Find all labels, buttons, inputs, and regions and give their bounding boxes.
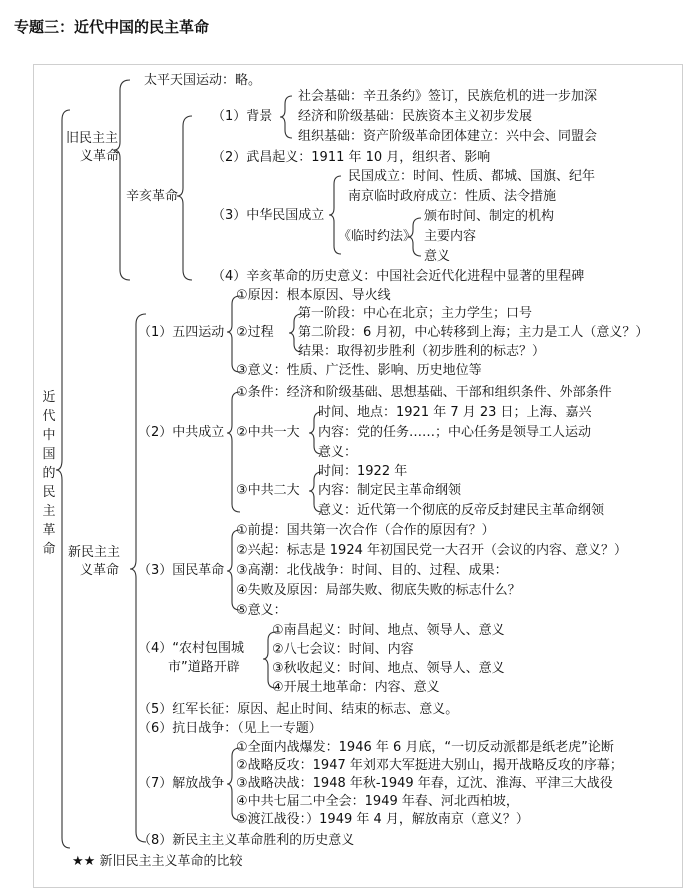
new-revolution-label-1: 新民主主 (68, 545, 121, 560)
decisive-battles: ③战略决战：1948 年秋-1949 年春，辽沈、淮海、平津三大战役 (236, 776, 613, 791)
strategic-counteroffensive: ②战略反攻：1947 年刘邓大军挺进大别山，揭开战略反攻的序幕； (236, 758, 623, 773)
xinhai-node: 辛亥革命 (126, 189, 179, 204)
wuchang-node: （2）武昌起义：1911 年 10 月，组织者、影响 (212, 150, 491, 165)
yuefa-significance: 意义 (424, 249, 451, 264)
aug7-meeting: ②八七会议：时间、内容 (272, 642, 414, 657)
xinhai-significance: （4）辛亥革命的历史意义：中国社会近代化进程中显著的里程碑 (212, 269, 585, 284)
new-revolution-label-2: 义革命 (80, 563, 120, 578)
nat-climax: ③高潮：北伐战争：时间、目的、过程、成果： (236, 563, 508, 578)
taiping-node: 太平天国运动：略。 (144, 73, 262, 88)
second-congress-node: ③中共二大 (236, 483, 300, 498)
second-congress-significance: 意义：近代第一个彻底的反帝反封建民主革命纲领 (318, 503, 605, 518)
second-congress-content: 内容：制定民主革命纲领 (318, 483, 462, 498)
rural-node-line1: （4）“农村包围城 (138, 641, 245, 656)
may4-cause: ①原因：根本原因、导火线 (236, 288, 391, 303)
background-node: （1）背景 (212, 109, 273, 124)
second-plenum: ④中共七届二中全会：1949 年春、河北西柏坡， (236, 794, 519, 809)
root-char: 命 (42, 542, 56, 557)
civil-war-outbreak: ①全面内战爆发：1946 年 6 月底，“一切反动派都是纸老虎”论断 (236, 740, 614, 755)
root-char: 国 (42, 447, 56, 462)
anti-japanese-node: （6）抗日战争：（见上一专题） (138, 721, 322, 736)
yuefa-node: 《临时约法》 (338, 229, 417, 244)
may4-process: ②过程 (236, 325, 274, 340)
root-char: 民 (42, 485, 56, 500)
root-node (41, 388, 57, 559)
new-revolution-significance: （8）新民主主义革命胜利的历史意义 (138, 833, 355, 848)
may4-node: （1）五四运动 (138, 325, 225, 340)
nat-failure: ④失败及原因：局部失败、彻底失败的标志什么？ (236, 583, 521, 598)
bg-organization: 组织基础：资产阶级革命团体建立：兴中会、同盟会 (298, 129, 598, 144)
ccp-node: （2）中共成立 (138, 425, 225, 440)
old-revolution-label-2: 义革命 (80, 149, 120, 164)
first-congress-node: ②中共一大 (236, 425, 300, 440)
roc-founding: 民国成立：时间、性质、都城、国旗、纪年 (348, 169, 596, 184)
first-congress-significance: 意义： (318, 445, 358, 460)
liberation-war-node: （7）解放战争 (138, 776, 225, 791)
yuefa-time: 颁布时间、制定的机构 (424, 209, 555, 224)
bg-social: 社会基础：辛丑条约》签订，民族危机的进一步加深 (298, 89, 598, 104)
national-revolution-node: （3）国民革命 (138, 563, 225, 578)
may4-result: 结果：取得初步胜利（初步胜利的标志？） (298, 344, 546, 359)
may4-stage2: 第二阶段：6 月初，中心转移到上海；主力是工人（意义？） (298, 325, 649, 340)
root-char: 近 (42, 390, 56, 405)
nanjing-gov: 南京临时政府成立：性质、法令措施 (348, 189, 557, 204)
nat-significance: ⑤意义： (236, 603, 287, 618)
root-char: 的 (42, 466, 56, 481)
nat-premise: ①前提：国共第一次合作（合作的原因有？） (236, 523, 495, 538)
yuefa-content: 主要内容 (424, 229, 477, 244)
root-char: 主 (42, 504, 56, 519)
first-congress-time: 时间、地点：1921 年 7 月 23 日；上海、嘉兴 (318, 405, 592, 420)
first-congress-content: 内容：党的任务……；中心任务是领导工人运动 (318, 425, 592, 440)
land-revolution: ④开展土地革命：内容、意义 (272, 680, 440, 695)
second-congress-time: 时间：1922 年 (318, 464, 408, 479)
nanchang-uprising: ①南昌起义：时间、地点、领导人、意义 (272, 623, 505, 638)
root-char: 代 (42, 409, 56, 424)
old-revolution-label-1: 旧民主主 (66, 131, 119, 146)
yangtze-crossing: ⑤渡江战役：）1949 年 4 月，解放南京（意义？） (236, 812, 529, 827)
root-char: 中 (42, 428, 56, 443)
nat-rise: ②兴起：标志是 1924 年初国民党一大召开（会议的内容、意义？） (236, 543, 628, 558)
long-march-node: （5）红军长征：原因、起止时间、结束的标志、意义。 (138, 702, 459, 717)
bg-economic: 经济和阶级基础：民族资本主义初步发展 (298, 109, 533, 124)
comparison-note: ★★ 新旧民主主义革命的比较 (72, 854, 243, 869)
roc-node: （3）中华民国成立 (212, 208, 325, 223)
autumn-harvest: ③秋收起义：时间、地点、领导人、意义 (272, 661, 505, 676)
may4-stage1: 第一阶段：中心在北京；主力学生；口号 (298, 306, 533, 321)
page-title: 专题三：近代中国的民主革命 (14, 18, 210, 36)
ccp-conditions: ①条件：经济和阶级基础、思想基础、干部和组织条件、外部条件 (236, 385, 612, 400)
root-char: 革 (42, 523, 56, 538)
may4-significance: ③意义：性质、广泛性、影响、历史地位等 (236, 363, 482, 378)
rural-node-line2: 市”道路开辟 (168, 660, 240, 675)
